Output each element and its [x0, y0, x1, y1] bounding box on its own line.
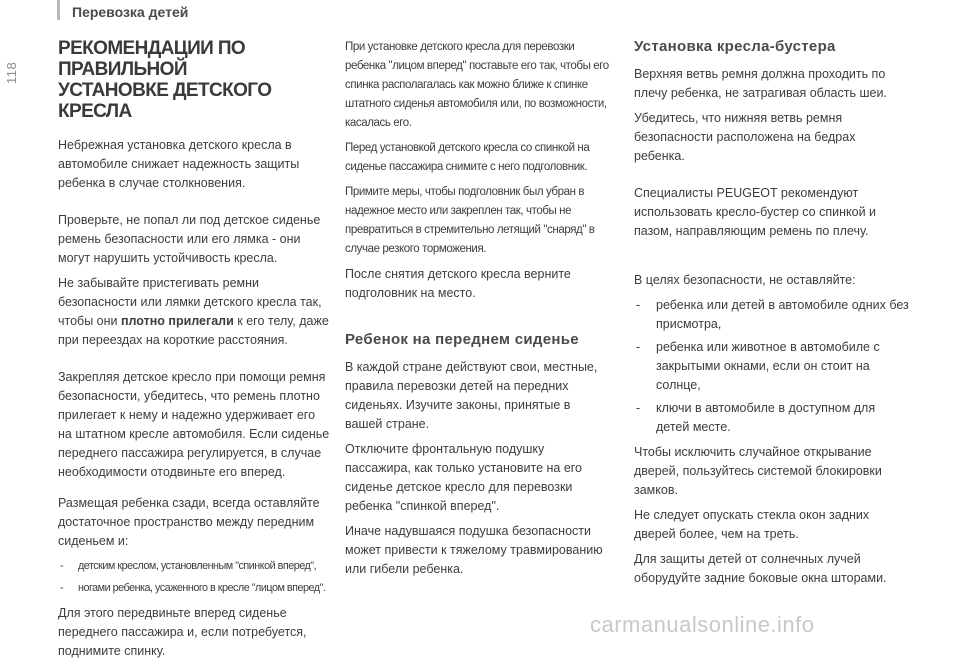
paragraph: Отключите фронтальную подушку пассажира, как только установите на его сиденье детское кресло для перевозки ребенка "спинкой вперед".: [345, 442, 583, 513]
paragraph: Для защиты детей от солнечных лучей оборудуйте задние боковые окна шторами.: [634, 552, 887, 585]
page-number: [4, 44, 20, 84]
list-item: - ключи в автомобиле в доступном для детей месте.: [634, 399, 909, 437]
column-left: [58, 38, 330, 667]
paragraph: Перед установкой детского кресла со спинкой на сиденье пассажира снимите с него подголовник.: [345, 142, 590, 173]
main-heading-line1: РЕКОМЕНДАЦИИ ПО ПРАВИЛЬНОЙ: [58, 38, 246, 80]
paragraph: Закрепляя детское кресло при помощи ремня безопасности, убедитесь, что ремень плотно прилегает к нему и надежно удерживает его на штатном кресле автомобиля. Если сиденье переднего пассажира регулируется, в случае необходимости отодвиньте его вперед.: [58, 370, 330, 479]
list-item: - ребенка или животное в автомобиле с закрытыми окнами, если он стоит на солнце,: [634, 338, 909, 395]
paragraph: Проверьте, не попал ли под детское сиденье ремень безопасности или его лямка - они могут нарушить устойчивость кресла.: [58, 213, 321, 265]
paragraph: Иначе надувшаяся подушка безопасности может привести к тяжелому травмированию или гибели ребенка.: [345, 524, 603, 576]
section-title: Перевозка детей: [72, 4, 189, 20]
paragraph: Верхняя ветвь ремня должна проходить по плечу ребенка, не затрагивая область шеи.: [634, 67, 887, 100]
text-span: к его телу, даже при переездах на короткие расстояния.: [58, 314, 329, 347]
paragraph: Для этого передвиньте вперед сиденье переднего пассажира и, если потребуется, поднимите спинку.: [58, 606, 307, 658]
page-number-text: 118: [4, 61, 19, 84]
column-middle: [345, 38, 610, 585]
list-item: - ребенка или детей в автомобиле одних без присмотра,: [634, 296, 909, 334]
list-item: - ногами ребенка, усаженного в кресле "лицом вперед".: [58, 579, 330, 598]
main-heading-line2: УСТАНОВКЕ ДЕТСКОГО КРЕСЛА: [58, 80, 272, 122]
paragraph: В каждой стране действуют свои, местные, правила перевозки детей на передних сиденьях. Изучите законы, принятые в вашей стране.: [345, 360, 598, 431]
warning-list: [634, 296, 909, 437]
header-rule: [57, 0, 60, 20]
booster-heading: Установка кресла-бустера: [634, 38, 836, 55]
paragraph: Не следует опускать стекла окон задних дверей более, чем на треть.: [634, 508, 870, 541]
paragraph: Примите меры, чтобы подголовник был убран в надежное место или закреплен так, чтобы не превратиться в стремительно летящий "снаряд" в случае резкого торможения.: [345, 186, 595, 255]
front-seat-heading: Ребенок на переднем сиденье: [345, 331, 579, 348]
list-item: - детским креслом, установленным "спинкой вперед",: [58, 557, 330, 576]
emphasis-text: плотно прилегали: [120, 314, 234, 328]
main-heading: [58, 38, 330, 122]
column-right: [634, 38, 909, 594]
paragraph: В целях безопасности, не оставляйте:: [634, 273, 856, 287]
spacing-list: [58, 557, 330, 598]
paragraph: Чтобы исключить случайное открывание дверей, пользуйтесь системой блокировки замков.: [634, 445, 882, 497]
paragraph: Небрежная установка детского кресла в автомобиле снижает надежность защиты ребенка в случае столкновения.: [58, 138, 300, 190]
paragraph: После снятия детского кресла верните подголовник на место.: [345, 267, 571, 300]
paragraph: Убедитесь, что нижняя ветвь ремня безопасности расположена на бедрах ребенка.: [634, 111, 856, 163]
paragraph: При установке детского кресла для перевозки ребенка "лицом вперед" поставьте его так, чтобы его спинка располагалась как можно ближе к спинке штатного сиденья автомобиля или, по возможности, касалась его.: [345, 41, 609, 129]
paragraph: Размещая ребенка сзади, всегда оставляйте достаточное пространство между передним сиденьем и:: [58, 496, 320, 548]
text-span: Не забывайте пристегивать ремни безопасности или лямки детского кресла так, чтобы они: [58, 276, 322, 328]
paragraph: [58, 274, 330, 350]
watermark-text: carmanualsonline.info: [590, 612, 815, 637]
paragraph: Специалисты PEUGEOT рекомендуют использовать кресло-бустер со спинкой и пазом, направляющим ремень по плечу.: [634, 186, 877, 238]
